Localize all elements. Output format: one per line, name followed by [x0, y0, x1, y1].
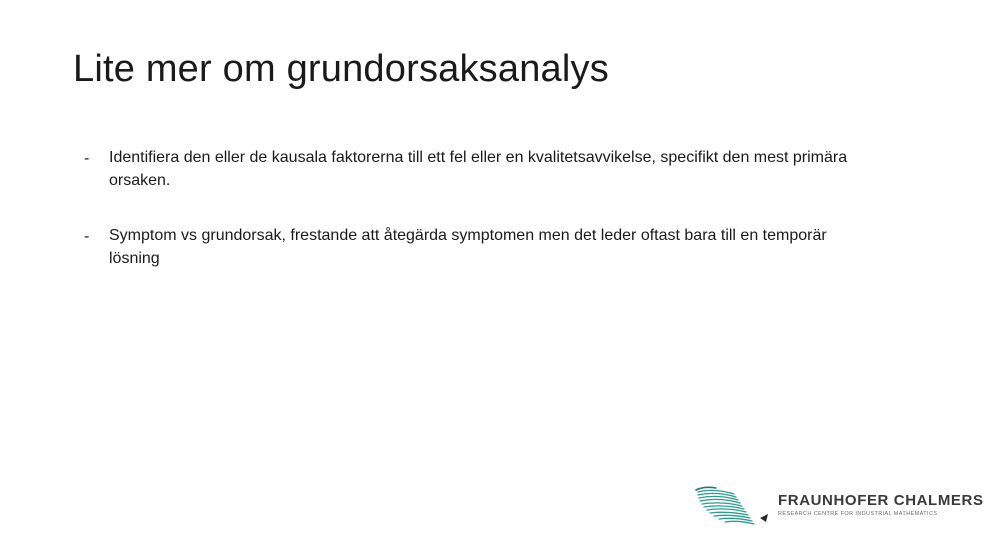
logo-tagline: RESEARCH CENTRE FOR INDUSTRIAL MATHEMATICS [778, 511, 938, 517]
bullet-marker: - [84, 150, 90, 167]
slide-title: Lite mer om grundorsaksanalys [73, 48, 609, 90]
fan-wing-logo-icon [694, 484, 772, 526]
bullet-item [0, 224, 960, 270]
bullet-item [0, 146, 960, 192]
logo-name: FRAUNHOFER CHALMERS [778, 492, 984, 509]
bullet-text: Identifiera den eller de kausala faktorerna till ett fel eller en kvalitetsavvikelse, specifikt den mest primära orsaken. [109, 149, 848, 189]
bullet-marker: - [84, 228, 90, 245]
bullet-text: Symptom vs grundorsak, frestande att åtegärda symptomen men det leder oftast bara till en temporär lösning [109, 227, 827, 267]
fraunhofer-chalmers-logo [694, 484, 984, 526]
bullet-list [0, 146, 960, 302]
